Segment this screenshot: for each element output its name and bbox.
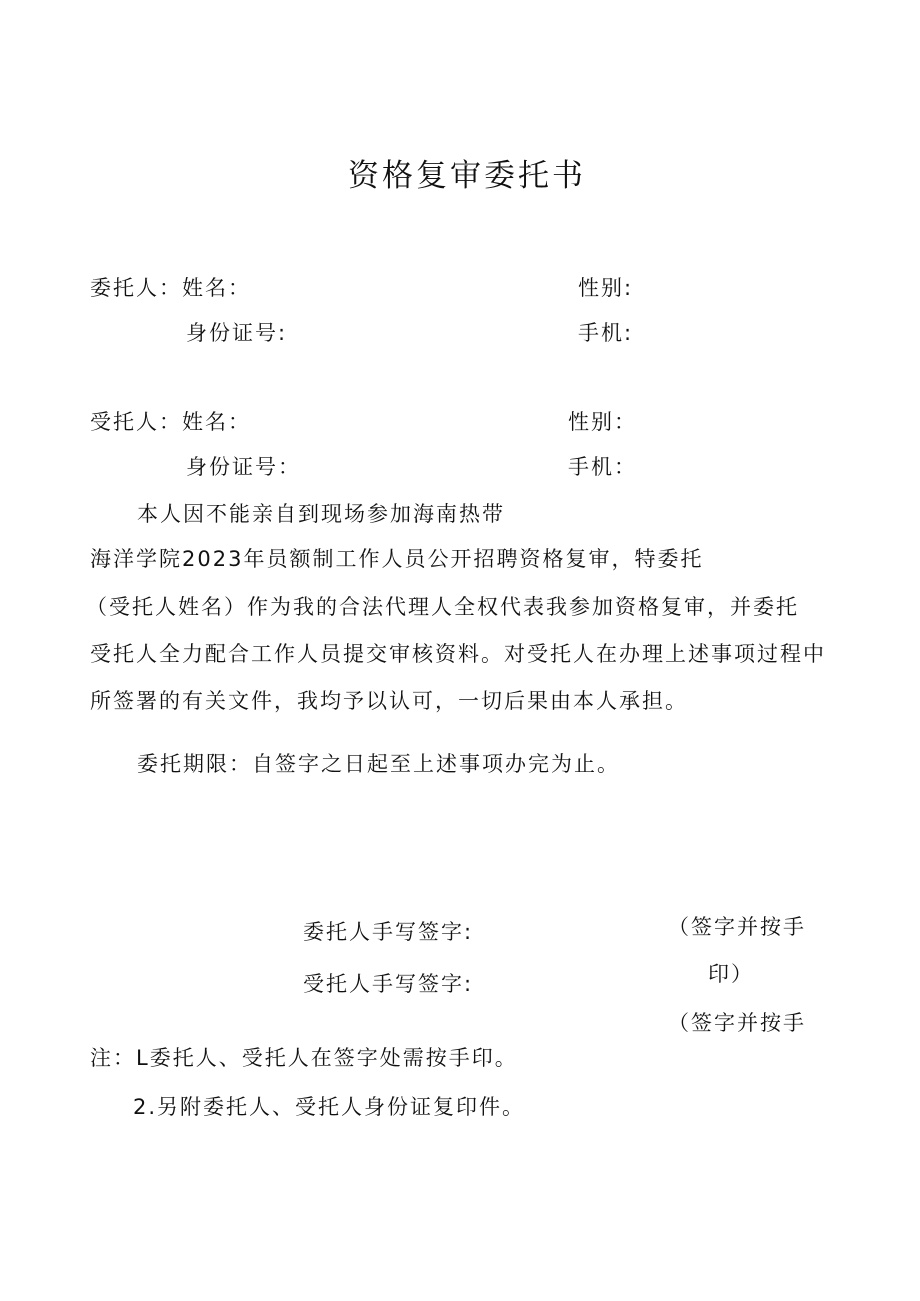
principal-signature-label: 委托人手写签字: (303, 920, 474, 944)
entrustment-period: 委托期限：自签字之日起至上述事项办完为止。 (137, 752, 620, 776)
agent-id-label: 身份证号： (186, 455, 301, 479)
body-line-1: 本人因不能亲自到现场参加海南热带 (137, 502, 505, 526)
agent-signature-label: 受托人手写签字: (303, 972, 474, 996)
body-line-5: 所签署的有关文件，我均予以认可，一切后果由本人承担。 (90, 689, 688, 713)
principal-phone-label: 手机: (578, 321, 634, 345)
signature-note-2-line-1: （签字并按手 (668, 1011, 806, 1035)
agent-name-label: 受托人：姓名： (90, 410, 251, 434)
agent-gender-label: 性别： (568, 410, 637, 434)
body-line-4: 受托人全力配合工作人员提交审核资料。对受托人在办理上述事项过程中 (90, 642, 826, 666)
document-title: 资格复审委托书 (348, 158, 586, 194)
signature-note-1-line-1: （签字并按手 (668, 915, 806, 939)
body-line-2: 海洋学院2023年员额制工作人员公开招聘资格复审，特委托 (90, 547, 704, 571)
signature-note-1-line-2: 印） (708, 962, 754, 986)
principal-name-label: 委托人：姓名： (90, 276, 251, 300)
note-line-1: 注：L委托人、受托人在签字处需按手印。 (90, 1046, 518, 1070)
note-line-2: 2.另附委托人、受托人身份证复印件。 (133, 1095, 526, 1119)
principal-gender-label: 性别: (578, 276, 634, 300)
principal-id-label: 身份证号: (186, 321, 288, 345)
body-line-3: （受托人姓名）作为我的合法代理人全权代表我参加资格复审，并委托 (86, 595, 799, 619)
agent-phone-label: 手机： (568, 455, 637, 479)
